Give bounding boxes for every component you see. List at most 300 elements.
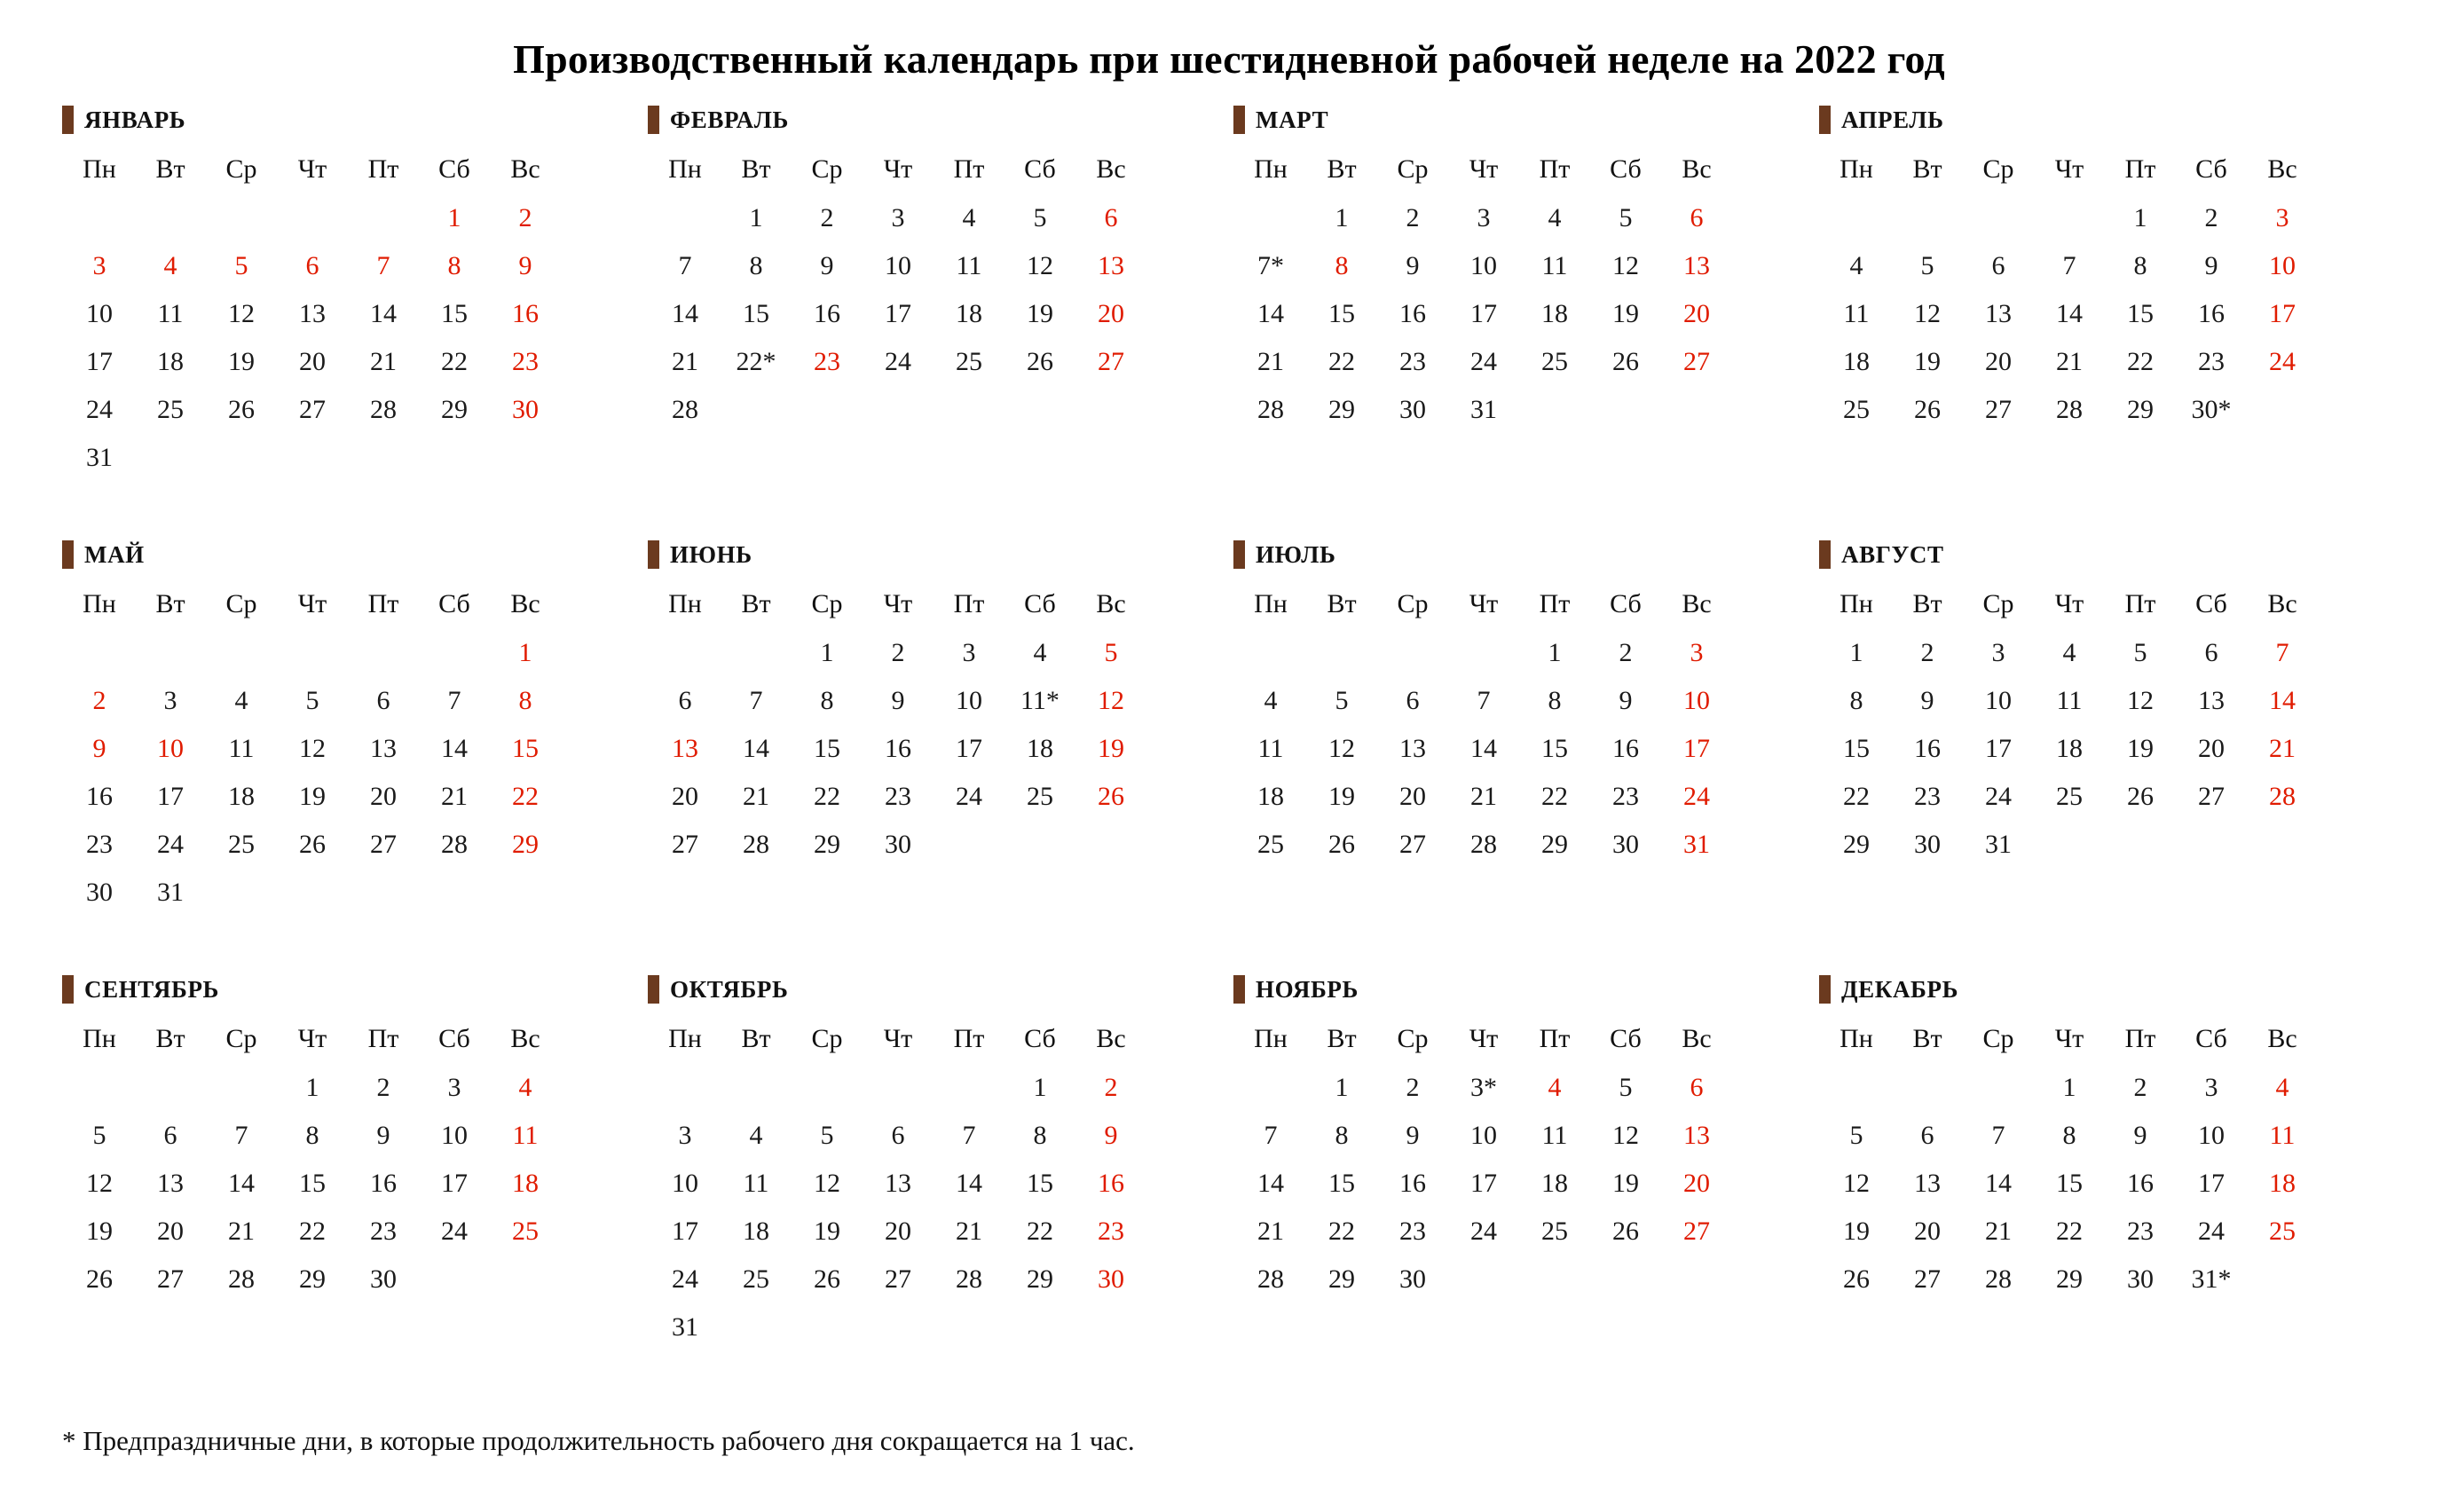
day-cell-holiday[interactable]: 6 [1690,203,1704,232]
day-cell[interactable]: 13 [157,1169,184,1198]
day-cell[interactable]: 19 [1914,347,1941,376]
day-cell-holiday[interactable]: 3 [92,251,106,280]
day-cell[interactable]: 23 [1399,1217,1426,1246]
day-cell[interactable]: 29 [2056,1264,2083,1294]
day-cell[interactable]: 16 [86,782,113,811]
day-cell[interactable]: 15 [1328,299,1355,328]
day-cell[interactable]: 7 [234,1121,248,1150]
day-cell[interactable]: 5 [1335,686,1349,715]
day-cell[interactable]: 8 [1033,1121,1047,1150]
day-cell[interactable]: 19 [1612,1169,1639,1198]
day-cell[interactable]: 14 [441,734,468,763]
day-cell[interactable]: 22 [1843,782,1870,811]
day-cell[interactable]: 15 [743,299,769,328]
day-cell-holiday[interactable]: 2 [1104,1073,1118,1102]
day-cell[interactable]: 13 [2198,686,2225,715]
day-cell[interactable]: 15 [814,734,840,763]
day-cell-holiday[interactable]: 24 [2269,347,2296,376]
day-cell[interactable]: 25 [228,830,255,859]
day-cell-holiday[interactable]: 17 [2269,299,2296,328]
day-cell[interactable]: 18 [1541,299,1568,328]
day-cell[interactable]: 5 [1619,203,1633,232]
day-cell[interactable]: 1 [1335,203,1349,232]
day-cell[interactable]: 10 [86,299,113,328]
day-cell[interactable]: 17 [1985,734,2012,763]
day-cell[interactable]: 25 [157,395,184,424]
day-cell[interactable]: 2 [2204,203,2218,232]
day-cell[interactable]: 17 [885,299,911,328]
day-cell-holiday[interactable]: 17 [1683,734,1710,763]
day-cell[interactable]: 21 [441,782,468,811]
day-cell[interactable]: 23 [370,1217,397,1246]
day-cell[interactable]: 28 [956,1264,982,1294]
day-cell[interactable]: 23 [2198,347,2225,376]
day-cell-holiday[interactable]: 3 [2275,203,2289,232]
day-cell[interactable]: 19 [1328,782,1355,811]
day-cell[interactable]: 29 [2127,395,2154,424]
day-cell[interactable]: 23 [1914,782,1941,811]
day-cell-holiday[interactable]: 30 [1098,1264,1124,1294]
day-cell-holiday[interactable]: 4 [1548,1073,1562,1102]
day-cell[interactable]: 15 [1027,1169,1053,1198]
day-cell[interactable]: 3 [891,203,905,232]
day-cell-holiday[interactable]: 3 [1690,638,1704,667]
day-cell[interactable]: 16 [1399,1169,1426,1198]
day-cell[interactable]: 7 [447,686,461,715]
day-cell[interactable]: 15 [441,299,468,328]
day-cell[interactable]: 28 [743,830,769,859]
day-cell-holiday[interactable]: 20 [1683,299,1710,328]
day-cell[interactable]: 8 [749,251,763,280]
day-cell[interactable]: 24 [1985,782,2012,811]
day-cell[interactable]: 19 [814,1217,840,1246]
day-cell[interactable]: 10 [441,1121,468,1150]
day-cell[interactable]: 3 [447,1073,461,1102]
day-cell-holiday[interactable]: 2 [518,203,532,232]
day-cell[interactable]: 31 [157,878,184,907]
day-cell[interactable]: 22 [1328,347,1355,376]
day-cell[interactable]: 24 [885,347,911,376]
day-cell[interactable]: 19 [1612,299,1639,328]
day-cell[interactable]: 11 [1257,734,1284,763]
day-cell[interactable]: 13 [1914,1169,1941,1198]
day-cell-holiday[interactable]: 6 [1104,203,1118,232]
day-cell[interactable]: 28 [370,395,397,424]
day-cell[interactable]: 17 [157,782,184,811]
day-cell[interactable]: 25 [1541,347,1568,376]
day-cell[interactable]: 4 [234,686,248,715]
day-cell[interactable]: 24 [956,782,982,811]
day-cell[interactable]: 30 [86,878,113,907]
day-cell[interactable]: 3* [1470,1073,1497,1102]
day-cell-holiday[interactable]: 20 [1098,299,1124,328]
day-cell[interactable]: 1 [1849,638,1863,667]
day-cell[interactable]: 14 [956,1169,982,1198]
day-cell[interactable]: 9 [2133,1121,2147,1150]
day-cell[interactable]: 4 [1849,251,1863,280]
day-cell[interactable]: 18 [743,1217,769,1246]
day-cell-holiday[interactable]: 27 [1098,347,1124,376]
day-cell[interactable]: 7 [1264,1121,1278,1150]
day-cell[interactable]: 1 [820,638,834,667]
day-cell[interactable]: 10 [1985,686,2012,715]
day-cell[interactable]: 28 [228,1264,255,1294]
day-cell[interactable]: 17 [1470,299,1497,328]
day-cell[interactable]: 11 [1541,1121,1568,1150]
day-cell[interactable]: 10 [1470,1121,1497,1150]
day-cell-holiday[interactable]: 8 [518,686,532,715]
day-cell[interactable]: 10 [2198,1121,2225,1150]
day-cell[interactable]: 26 [814,1264,840,1294]
day-cell[interactable]: 22 [1541,782,1568,811]
day-cell[interactable]: 12 [86,1169,113,1198]
day-cell[interactable]: 21 [1470,782,1497,811]
day-cell[interactable]: 12 [1612,251,1639,280]
day-cell-holiday[interactable]: 18 [2269,1169,2296,1198]
day-cell[interactable]: 28 [441,830,468,859]
day-cell[interactable]: 15 [2127,299,2154,328]
day-cell[interactable]: 3 [163,686,177,715]
day-cell[interactable]: 2 [2133,1073,2147,1102]
day-cell[interactable]: 29 [1328,395,1355,424]
day-cell-holiday[interactable]: 4 [163,251,177,280]
day-cell[interactable]: 16 [1612,734,1639,763]
day-cell[interactable]: 7 [962,1121,976,1150]
day-cell[interactable]: 29 [1541,830,1568,859]
day-cell[interactable]: 20 [370,782,397,811]
day-cell[interactable]: 5 [92,1121,106,1150]
day-cell[interactable]: 13 [299,299,326,328]
day-cell[interactable]: 12 [2127,686,2154,715]
day-cell[interactable]: 8 [1548,686,1562,715]
day-cell[interactable]: 25 [1843,395,1870,424]
day-cell[interactable]: 13 [885,1169,911,1198]
day-cell[interactable]: 27 [2198,782,2225,811]
day-cell[interactable]: 15 [299,1169,326,1198]
day-cell[interactable]: 1 [2133,203,2147,232]
day-cell[interactable]: 23 [885,782,911,811]
day-cell[interactable]: 18 [157,347,184,376]
day-cell[interactable]: 10 [672,1169,698,1198]
day-cell[interactable]: 11 [1541,251,1568,280]
day-cell[interactable]: 5 [1849,1121,1863,1150]
day-cell[interactable]: 28 [2056,395,2083,424]
day-cell[interactable]: 7 [678,251,692,280]
day-cell[interactable]: 11 [956,251,982,280]
day-cell[interactable]: 22 [299,1217,326,1246]
day-cell[interactable]: 30* [2191,395,2232,424]
day-cell[interactable]: 2 [376,1073,390,1102]
day-cell[interactable]: 6 [1991,251,2005,280]
day-cell[interactable]: 30 [1399,1264,1426,1294]
day-cell-holiday[interactable]: 30 [512,395,539,424]
day-cell[interactable]: 26 [2127,782,2154,811]
day-cell[interactable]: 6 [1406,686,1420,715]
day-cell[interactable]: 30 [885,830,911,859]
day-cell-holiday[interactable]: 21 [2269,734,2296,763]
day-cell[interactable]: 26 [1612,347,1639,376]
day-cell[interactable]: 26 [1612,1217,1639,1246]
day-cell-holiday[interactable]: 9 [1104,1121,1118,1150]
day-cell[interactable]: 23 [1612,782,1639,811]
day-cell[interactable]: 27 [1985,395,2012,424]
day-cell[interactable]: 20 [885,1217,911,1246]
day-cell[interactable]: 3 [678,1121,692,1150]
day-cell[interactable]: 21 [1257,347,1284,376]
day-cell[interactable]: 17 [672,1217,698,1246]
day-cell-holiday[interactable]: 5 [234,251,248,280]
day-cell[interactable]: 12 [299,734,326,763]
day-cell[interactable]: 20 [2198,734,2225,763]
day-cell[interactable]: 1 [305,1073,319,1102]
day-cell-holiday[interactable]: 8 [1335,251,1349,280]
day-cell-holiday[interactable]: 27 [1683,347,1710,376]
day-cell[interactable]: 20 [299,347,326,376]
day-cell[interactable]: 22* [736,347,776,376]
day-cell[interactable]: 1 [2062,1073,2076,1102]
day-cell[interactable]: 30 [1914,830,1941,859]
day-cell[interactable]: 17 [956,734,982,763]
day-cell[interactable]: 29 [814,830,840,859]
day-cell[interactable]: 24 [672,1264,698,1294]
day-cell[interactable]: 20 [1985,347,2012,376]
day-cell[interactable]: 2 [891,638,905,667]
day-cell[interactable]: 9 [376,1121,390,1150]
day-cell[interactable]: 25 [743,1264,769,1294]
day-cell[interactable]: 19 [2127,734,2154,763]
day-cell[interactable]: 5 [820,1121,834,1150]
day-cell[interactable]: 5 [1920,251,1934,280]
day-cell-holiday[interactable]: 4 [518,1073,532,1102]
day-cell[interactable]: 18 [1027,734,1053,763]
day-cell[interactable]: 12 [1328,734,1355,763]
day-cell[interactable]: 15 [1328,1169,1355,1198]
day-cell[interactable]: 23 [1399,347,1426,376]
day-cell[interactable]: 27 [157,1264,184,1294]
day-cell[interactable]: 26 [1328,830,1355,859]
day-cell[interactable]: 1 [1335,1073,1349,1102]
day-cell[interactable]: 21 [672,347,698,376]
day-cell[interactable]: 25 [1541,1217,1568,1246]
day-cell-holiday[interactable]: 1 [447,203,461,232]
day-cell[interactable]: 3 [962,638,976,667]
day-cell-holiday[interactable]: 19 [1098,734,1124,763]
day-cell[interactable]: 9 [891,686,905,715]
day-cell-holiday[interactable]: 6 [1690,1073,1704,1102]
day-cell[interactable]: 21 [1257,1217,1284,1246]
day-cell[interactable]: 17 [2198,1169,2225,1198]
day-cell[interactable]: 31 [672,1312,698,1342]
day-cell-holiday[interactable]: 9 [92,734,106,763]
day-cell[interactable]: 27 [1914,1264,1941,1294]
day-cell[interactable]: 29 [1027,1264,1053,1294]
day-cell[interactable]: 2 [1406,203,1420,232]
day-cell[interactable]: 14 [1257,1169,1284,1198]
day-cell[interactable]: 12 [1914,299,1941,328]
day-cell[interactable]: 19 [299,782,326,811]
day-cell[interactable]: 9 [1406,251,1420,280]
day-cell[interactable]: 9 [1406,1121,1420,1150]
day-cell[interactable]: 12 [1843,1169,1870,1198]
day-cell-holiday[interactable]: 22 [512,782,539,811]
day-cell-holiday[interactable]: 15 [512,734,539,763]
day-cell[interactable]: 31 [1985,830,2012,859]
day-cell[interactable]: 16 [814,299,840,328]
day-cell[interactable]: 7* [1257,251,1284,280]
day-cell-holiday[interactable]: 11 [2269,1121,2296,1150]
day-cell[interactable]: 1 [1033,1073,1047,1102]
day-cell-holiday[interactable]: 1 [518,638,532,667]
day-cell-holiday[interactable]: 8 [447,251,461,280]
day-cell[interactable]: 25 [1257,830,1284,859]
day-cell[interactable]: 8 [1335,1121,1349,1150]
day-cell[interactable]: 28 [1470,830,1497,859]
day-cell[interactable]: 21 [2056,347,2083,376]
day-cell-holiday[interactable]: 11 [512,1121,539,1150]
day-cell[interactable]: 21 [956,1217,982,1246]
day-cell[interactable]: 10 [885,251,911,280]
day-cell[interactable]: 22 [1027,1217,1053,1246]
day-cell[interactable]: 26 [1843,1264,1870,1294]
day-cell[interactable]: 7 [749,686,763,715]
day-cell[interactable]: 16 [370,1169,397,1198]
day-cell[interactable]: 31 [86,443,113,472]
day-cell-holiday[interactable]: 23 [512,347,539,376]
day-cell[interactable]: 11 [2056,686,2083,715]
day-cell-holiday[interactable]: 6 [305,251,319,280]
day-cell[interactable]: 27 [672,830,698,859]
day-cell[interactable]: 17 [1470,1169,1497,1198]
day-cell-holiday[interactable]: 16 [1098,1169,1124,1198]
day-cell[interactable]: 3 [1991,638,2005,667]
day-cell[interactable]: 27 [885,1264,911,1294]
day-cell-holiday[interactable]: 16 [512,299,539,328]
day-cell[interactable]: 4 [1264,686,1278,715]
day-cell[interactable]: 22 [1328,1217,1355,1246]
day-cell[interactable]: 12 [1027,251,1053,280]
day-cell[interactable]: 28 [1985,1264,2012,1294]
day-cell-holiday[interactable]: 26 [1098,782,1124,811]
day-cell[interactable]: 8 [820,686,834,715]
day-cell[interactable]: 29 [441,395,468,424]
day-cell[interactable]: 11 [743,1169,769,1198]
day-cell[interactable]: 2 [1406,1073,1420,1102]
day-cell-holiday[interactable]: 31 [1683,830,1710,859]
day-cell[interactable]: 24 [1470,1217,1497,1246]
day-cell-holiday[interactable]: 5 [1104,638,1118,667]
day-cell-holiday[interactable]: 7 [376,251,390,280]
day-cell[interactable]: 4 [962,203,976,232]
day-cell-holiday[interactable]: 10 [1683,686,1710,715]
day-cell[interactable]: 5 [1619,1073,1633,1102]
day-cell[interactable]: 14 [228,1169,255,1198]
day-cell[interactable]: 30 [1399,395,1426,424]
day-cell[interactable]: 29 [1328,1264,1355,1294]
day-cell[interactable]: 24 [86,395,113,424]
day-cell-holiday[interactable]: 23 [1098,1217,1124,1246]
day-cell[interactable]: 22 [2127,347,2154,376]
day-cell[interactable]: 10 [1470,251,1497,280]
day-cell[interactable]: 6 [1920,1121,1934,1150]
day-cell[interactable]: 16 [1399,299,1426,328]
day-cell[interactable]: 20 [1914,1217,1941,1246]
day-cell[interactable]: 2 [1920,638,1934,667]
day-cell[interactable]: 26 [299,830,326,859]
day-cell-holiday[interactable]: 10 [2269,251,2296,280]
day-cell[interactable]: 6 [2204,638,2218,667]
day-cell-holiday[interactable]: 18 [512,1169,539,1198]
day-cell[interactable]: 4 [2062,638,2076,667]
day-cell[interactable]: 9 [820,251,834,280]
day-cell[interactable]: 19 [1843,1217,1870,1246]
day-cell[interactable]: 26 [228,395,255,424]
day-cell[interactable]: 18 [1541,1169,1568,1198]
day-cell[interactable]: 2 [820,203,834,232]
day-cell[interactable]: 26 [1914,395,1941,424]
day-cell-holiday[interactable]: 20 [1683,1169,1710,1198]
day-cell[interactable]: 6 [376,686,390,715]
day-cell[interactable]: 24 [157,830,184,859]
day-cell[interactable]: 5 [1033,203,1047,232]
day-cell[interactable]: 30 [370,1264,397,1294]
day-cell[interactable]: 30 [2127,1264,2154,1294]
day-cell[interactable]: 14 [1470,734,1497,763]
day-cell[interactable]: 21 [743,782,769,811]
day-cell[interactable]: 18 [2056,734,2083,763]
day-cell[interactable]: 18 [956,299,982,328]
day-cell[interactable]: 22 [441,347,468,376]
day-cell[interactable]: 14 [743,734,769,763]
day-cell-holiday[interactable]: 25 [2269,1217,2296,1246]
day-cell[interactable]: 2 [1619,638,1633,667]
day-cell[interactable]: 6 [678,686,692,715]
day-cell[interactable]: 15 [1541,734,1568,763]
day-cell[interactable]: 21 [228,1217,255,1246]
day-cell[interactable]: 12 [1612,1121,1639,1150]
day-cell[interactable]: 27 [1399,830,1426,859]
day-cell[interactable]: 18 [1257,782,1284,811]
day-cell-holiday[interactable]: 13 [1683,251,1710,280]
day-cell[interactable]: 8 [2062,1121,2076,1150]
day-cell[interactable]: 25 [1027,782,1053,811]
day-cell[interactable]: 22 [814,782,840,811]
day-cell[interactable]: 7 [1477,686,1491,715]
day-cell[interactable]: 24 [1470,347,1497,376]
day-cell[interactable]: 14 [2056,299,2083,328]
day-cell-holiday[interactable]: 13 [1683,1121,1710,1150]
day-cell[interactable]: 19 [228,347,255,376]
day-cell-holiday[interactable]: 29 [512,830,539,859]
day-cell[interactable]: 12 [814,1169,840,1198]
day-cell-holiday[interactable]: 10 [157,734,184,763]
day-cell[interactable]: 14 [1257,299,1284,328]
day-cell[interactable]: 11 [228,734,255,763]
day-cell[interactable]: 13 [1399,734,1426,763]
day-cell[interactable]: 16 [1914,734,1941,763]
day-cell[interactable]: 29 [1843,830,1870,859]
day-cell[interactable]: 19 [86,1217,113,1246]
day-cell[interactable]: 3 [2204,1073,2218,1102]
day-cell[interactable]: 20 [672,782,698,811]
day-cell[interactable]: 8 [2133,251,2147,280]
day-cell-holiday[interactable]: 12 [1098,686,1124,715]
day-cell[interactable]: 11 [157,299,184,328]
day-cell-holiday[interactable]: 27 [1683,1217,1710,1246]
day-cell[interactable]: 16 [2127,1169,2154,1198]
day-cell[interactable]: 6 [891,1121,905,1150]
day-cell[interactable]: 17 [86,347,113,376]
day-cell-holiday[interactable]: 4 [2275,1073,2289,1102]
